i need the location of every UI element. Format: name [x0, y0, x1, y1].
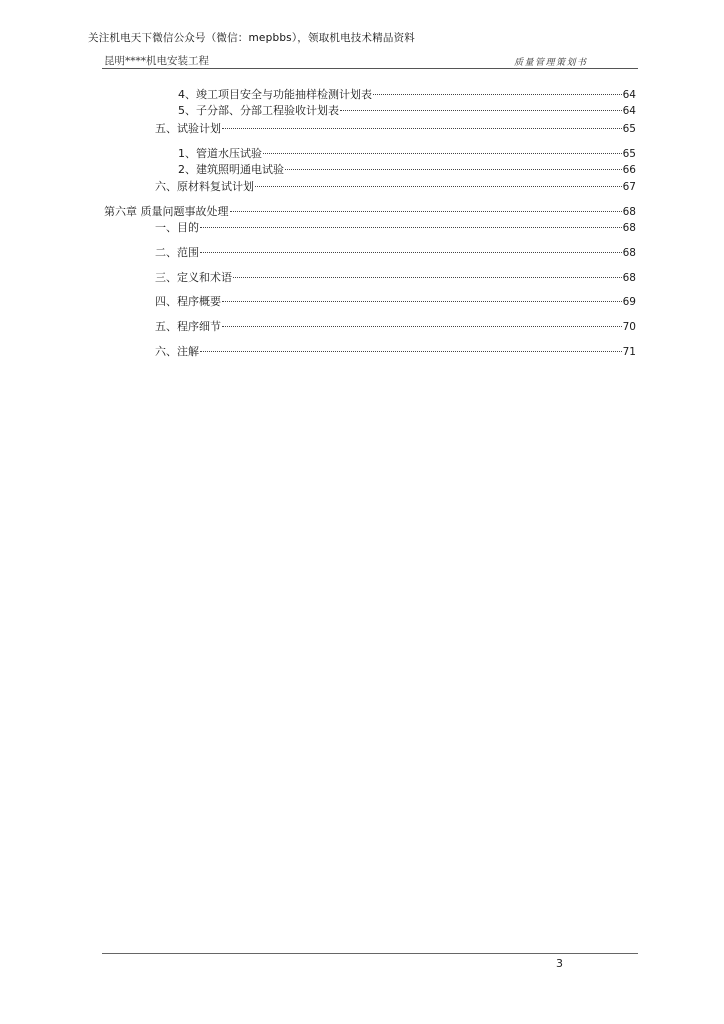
toc-entry-label: 五、程序细节	[155, 320, 221, 333]
toc-entry[interactable]	[155, 246, 636, 260]
toc-leader-dots	[255, 186, 622, 187]
toc-entry-label: 二、范围	[155, 246, 199, 259]
toc-entry[interactable]	[178, 88, 636, 102]
toc-leader-dots	[340, 110, 622, 111]
promo-banner: 关注机电天下微信公众号（微信：mepbbs），领取机电技术精品资料	[88, 32, 416, 44]
toc-leader-dots	[233, 277, 622, 278]
toc-entry[interactable]	[155, 180, 636, 194]
toc-entry-page: 68	[622, 272, 636, 284]
toc-leader-dots	[373, 94, 622, 95]
toc-entry-label: 五、试验计划	[155, 122, 221, 135]
toc-entry-label: 5、子分部、分部工程验收计划表	[178, 104, 339, 117]
toc-entry-page: 66	[622, 164, 636, 176]
toc-entry-page: 68	[622, 222, 636, 234]
toc-entry[interactable]	[155, 122, 636, 136]
document-header-title: 昆明****机电安装工程	[104, 55, 209, 67]
toc-chapter-entry[interactable]	[104, 205, 636, 219]
toc-entry[interactable]	[155, 345, 636, 359]
toc-entry-label: 1、管道水压试验	[178, 147, 262, 160]
toc-entry[interactable]	[178, 147, 636, 161]
toc-entry[interactable]	[155, 295, 636, 309]
toc-leader-dots	[200, 252, 622, 253]
toc-entry-page: 64	[622, 89, 636, 101]
toc-entry-label: 四、程序概要	[155, 295, 221, 308]
toc-entry[interactable]	[155, 320, 636, 334]
toc-entry-label: 六、注解	[155, 345, 199, 358]
toc-entry-page: 65	[622, 123, 636, 135]
toc-entry-page: 69	[622, 296, 636, 308]
toc-entry[interactable]	[178, 104, 636, 118]
toc-entry-label: 第六章 质量问题事故处理	[104, 205, 229, 218]
toc-leader-dots	[222, 128, 622, 129]
toc-entry-page: 68	[622, 206, 636, 218]
toc-entry-label: 4、竣工项目安全与功能抽样检测计划表	[178, 88, 372, 101]
document-header-subtitle: 质量管理策划书	[514, 58, 588, 68]
toc-entry[interactable]	[155, 271, 636, 285]
toc-leader-dots	[200, 227, 622, 228]
toc-entry-page: 65	[622, 148, 636, 160]
footer-divider	[102, 953, 638, 954]
toc-entry[interactable]	[155, 221, 636, 235]
toc-entry-page: 71	[622, 346, 636, 358]
table-of-contents	[0, 0, 724, 400]
toc-leader-dots	[200, 351, 622, 352]
toc-entry[interactable]	[178, 163, 636, 177]
toc-leader-dots	[285, 169, 622, 170]
toc-leader-dots	[263, 153, 622, 154]
toc-entry-page: 68	[622, 247, 636, 259]
toc-entry-label: 三、定义和术语	[155, 271, 232, 284]
page-number: 3	[556, 957, 563, 970]
toc-leader-dots	[222, 301, 622, 302]
toc-entry-label: 一、目的	[155, 221, 199, 234]
toc-entry-label: 六、原材料复试计划	[155, 180, 254, 193]
toc-entry-label: 2、建筑照明通电试验	[178, 163, 284, 176]
toc-entry-page: 64	[622, 105, 636, 117]
toc-leader-dots	[222, 326, 622, 327]
toc-leader-dots	[230, 211, 622, 212]
toc-entry-page: 67	[622, 181, 636, 193]
toc-entry-page: 70	[622, 321, 636, 333]
